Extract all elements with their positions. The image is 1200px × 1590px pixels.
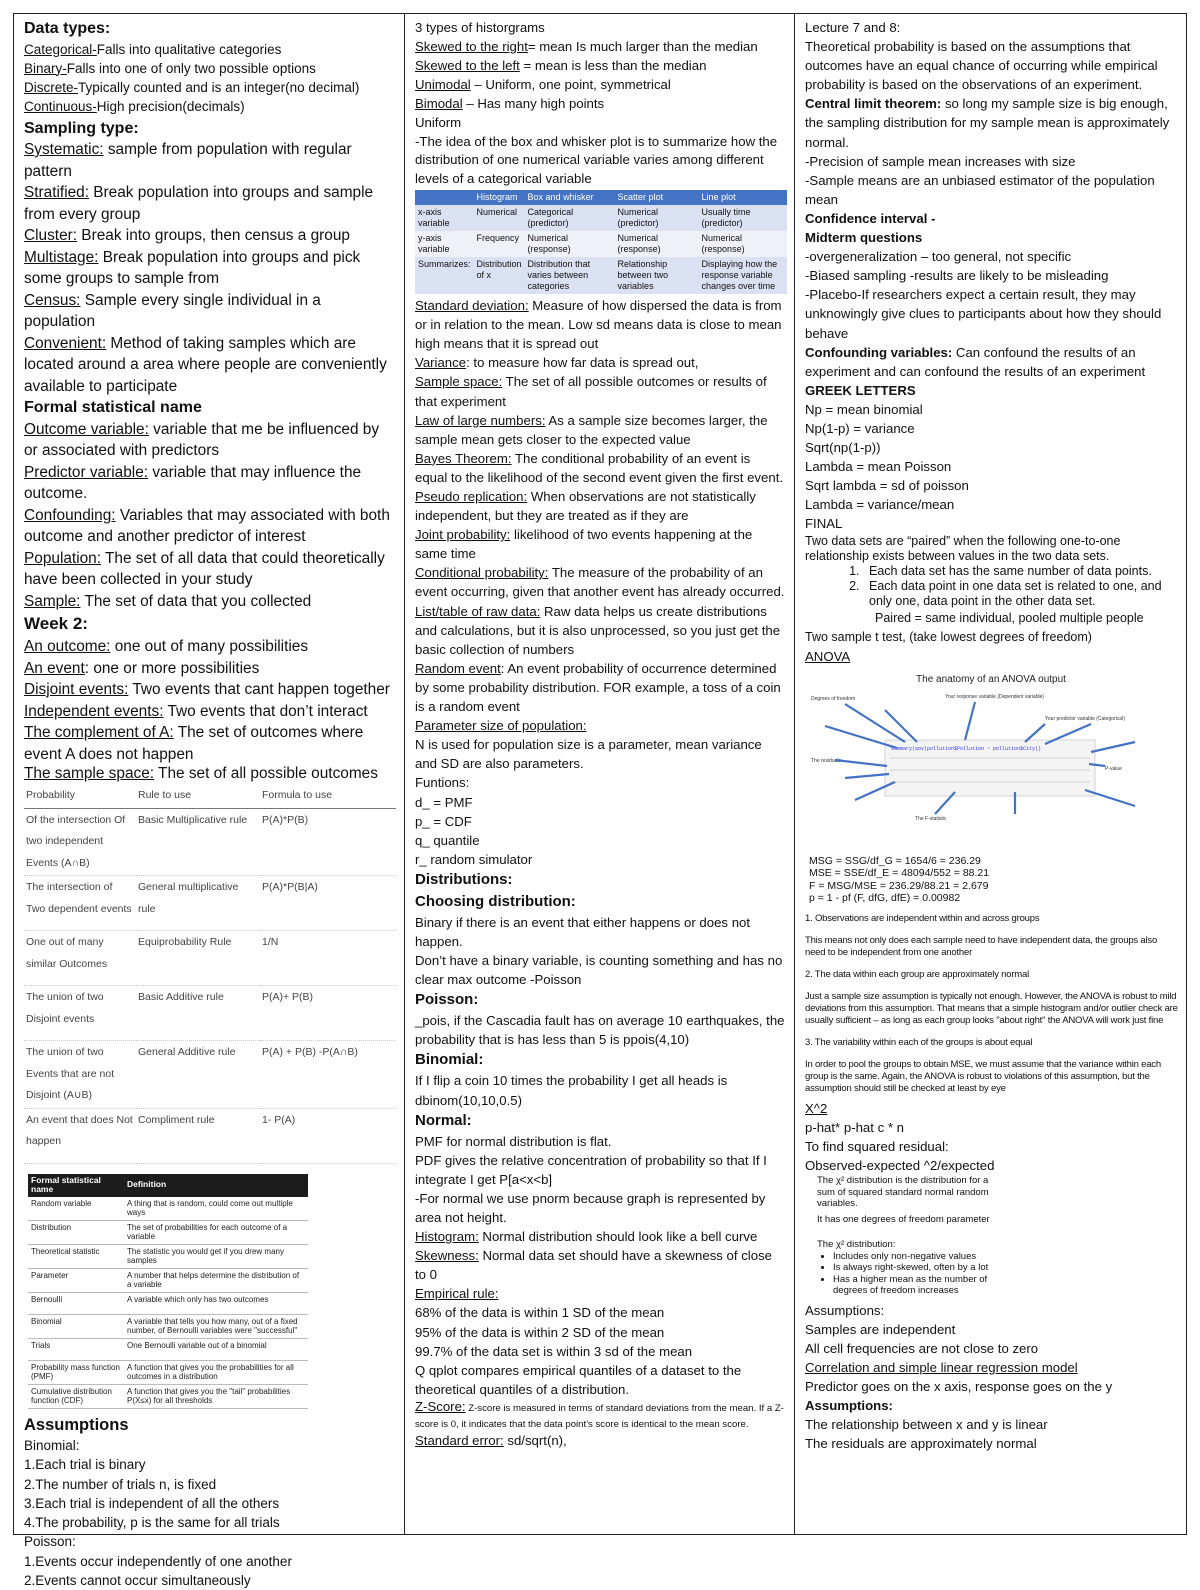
table-cell: A variable which only has two outcomes [124,1292,308,1314]
uniform-text: Uniform [415,115,462,131]
data-type-item: Categorical-Falls into qualitative categories [24,41,282,57]
column-3 [795,14,1186,1534]
def-item: Pseudo replication: When observations are not statistically independent, but they are treated as if they are [415,489,756,524]
function-line: Funtions: [415,775,470,791]
def-item: Joint probability: likelihood of two events happening at the same time [415,527,753,562]
choosing-text: Binary if there is an event that either happens or does not happen. [415,914,751,949]
assumption-line: 1.Each trial is binary [24,1457,146,1473]
table-row [28,1384,308,1408]
table-row [24,986,396,1041]
week2-item: The sample space: The set of all possible outcomes [24,765,378,782]
poisson-text: _pois, if the Cascadia fault has on average 10 earthquakes, the probability that is has less than 5 is ppois(4,10) [415,1013,785,1048]
table-cell: A number that helps determine the distribution of a variable [124,1268,308,1292]
list-item: 2. Each data point in one data set is related to one, and only one, data point in the other data set. [863,579,1178,609]
table-cell: General multiplicative rule [136,876,260,931]
heading-normal: Normal: [415,1111,472,1129]
empirical-line: 99.7% of the data set is within 3 sd of the mean [415,1343,693,1359]
formal-item: Outcome variable: variable that me be influenced by or associated with predictors [24,420,380,459]
two-sample-text: Two sample t test, (take lowest degrees of freedom) [805,629,1092,644]
assumption-line: Samples are independent [805,1321,956,1337]
table-cell: The statistic you would get if you drew many samples [124,1244,308,1268]
table-row [24,1041,396,1109]
def-item: Variance: to measure how far data is spread out, [415,355,699,371]
qqplot-text: Q qplot compares empirical quantiles of a dataset to the theoretical quantiles of a distribution. [415,1362,742,1397]
heading-data-types: Data types: [24,20,111,37]
table-cell: Binomial [28,1314,124,1338]
heading-sampling: Sampling type: [24,119,139,137]
table-cell: General Additive rule [136,1041,260,1109]
assumptions2-heading: Assumptions: [805,1398,893,1414]
table-header [415,190,474,205]
table-cell: A thing that is random, could come out multiple ways [124,1197,308,1221]
chi-label: X^2 [805,1100,828,1116]
sampling-item: Systematic: sample from population with regular pattern [24,141,352,180]
heading-week2: Week 2: [24,614,88,633]
def-item: Bayes Theorem: The conditional probability of an event is equal to the likelihood of the second event given the first event. [415,450,784,485]
anova-assumptions [805,913,1178,1095]
table-cell: P(A)*P(B|A) [260,876,396,931]
table-cell: Numerical [474,205,525,231]
table-row [28,1360,308,1384]
table-cell: Numerical (predictor) [615,205,699,231]
table-cell: Summarizes: [415,257,474,294]
chi-desc-text: It has one degrees of freedom parameter [817,1213,990,1225]
table-cell: Bernoulli [28,1292,124,1314]
table-row [28,1268,308,1292]
table-header: Definition [124,1174,308,1197]
anova-label-1: Degrees of freedom [811,695,856,702]
stderr-def: Standard error: sd/sqrt(n), [415,1432,567,1448]
table-header: Formula to use [260,784,396,808]
paired-note: Paired = same individual, pooled multiple people [875,610,1144,625]
heading-distributions: Distributions: [415,870,513,888]
table-cell: P(A)+ P(B) [260,986,396,1041]
plot-types-table [415,190,787,294]
anova-label-3: Your predictor variable (Categorical) [1045,715,1125,722]
midterm-heading: Midterm questions [805,230,923,246]
empirical-rule: Empirical rule: [415,1286,499,1302]
table-cell: An event that does Not happen [24,1108,136,1163]
heading-poisson: Poisson: [415,991,479,1009]
cheat-sheet [13,13,1187,1589]
function-line: r_ random simulator [415,851,533,867]
def-item: Conditional probability: The measure of the probability of an event occurring, given that another event has already occurred. [415,565,785,600]
chi-line: To find squared residual: [805,1139,949,1155]
sampling-item: Stratified: Break population into groups and sample from every group [24,184,374,223]
table-cell: The intersection of Two dependent events [24,876,136,931]
table-header: Probability [24,784,136,808]
clt-line: -Sample means are an unbiased estimator of the population mean [805,172,1155,207]
formal-item: Predictor variable: variable that may influence the outcome. [24,463,362,502]
chi-list [817,1251,1013,1297]
histogram-item: Skewed to the left = mean is less than the median [415,58,707,74]
table-cell: P(A)*P(B) [260,808,396,876]
table-cell: Displaying how the response variable changes over time [699,257,787,294]
histogram-item: Unimodal – Uniform, one point, symmetrical [415,77,671,93]
anova-label-6: P-value [1105,765,1122,772]
table-cell: A function that gives you the "tail" probabilities P(X≤x) for all thresholds [124,1384,308,1408]
midterm-line: -overgeneralization – too general, not specific [805,249,1072,265]
table-header: Rule to use [136,784,260,808]
sampling-item: Census: Sample every single individual in a population [24,291,321,330]
table-cell: Probability mass function (PMF) [28,1360,124,1384]
table-row [415,257,787,294]
greek-line: Sqrt(np(1-p)) [805,440,881,456]
table-header: Box and whisker [525,190,615,205]
column-2 [405,14,795,1534]
table-cell: Relationship between two variables [615,257,699,294]
table-row [28,1292,308,1314]
definitions-table [28,1174,308,1409]
assumption-line: 1.Events occur independently of one another [24,1553,292,1569]
chi-desc-text: The χ² distribution is the distribution for a sum of squared standard normal random variables. [817,1175,989,1210]
formula-line: MSE = SSE/df_E = 48094/552 = 88.21 [809,867,990,880]
table-cell: Numerical (response) [525,231,615,257]
def-item: Law of large numbers: As a sample size becomes larger, the sample mean gets closer to the expected value [415,412,768,447]
greek-line: Np = mean binomial [805,401,923,417]
assumption-line: The residuals are approximately normal [805,1436,1037,1452]
anova-label-2: Your response variable (Dependent variable) [945,693,1045,700]
function-line: q_ quantile [415,832,480,848]
list-item: • Has a higher mean as the number of degrees of freedom increases [833,1274,1013,1297]
sampling-item: Convenient: Method of taking samples which are located around a area where people are conveniently available to participate [24,334,387,395]
binomial-text: If I flip a coin 10 times the probability I get all heads is dbinom(10,10,0.5) [415,1073,728,1108]
def-item: Parameter size of population: [415,718,587,734]
table-cell: Parameter [28,1268,124,1292]
assumption-text: This means not only does each sample need to have independent data, the groups also need to be independent from one another [805,934,1158,958]
table-row [24,808,396,876]
heading-binomial: Binomial: [415,1051,484,1069]
formula-line: F = MSG/MSE = 236.29/88.21 = 2.679 [809,879,989,892]
formula-line: MSG = SSG/df_G = 1654/6 = 236.29 [809,854,981,867]
midterm-line: -Biased sampling -results are likely to be misleading [805,268,1109,284]
greek-heading: GREEK LETTERS [805,382,916,398]
confounding-text: Confounding variables: Can confound the results of an experiment and can confound the results of an experiment [805,344,1146,379]
ci-heading: Confidence interval - [805,210,936,226]
table-row [415,231,787,257]
assumption-title: 3. The variability within each of the groups is about equal [805,1036,1033,1048]
theoretical-text: Theoretical probability is based on the assumptions that outcomes have an equal chance of occurring while empirical probability is based on the observations of an experiment. [805,39,1158,93]
assumption-line: 2.The number of trials n, is fixed [24,1476,217,1492]
table-cell: One Bernoulli variable out of a binomial [124,1338,308,1360]
paired-intro: Two data sets are “paired” when the following one-to-one relationship exists between values in the two data sets. [805,533,1121,563]
column-1 [14,14,405,1589]
normal-line: PDF gives the relative concentration of probability so that If I integrate I get P[a<x<b] [415,1152,767,1187]
def-item: List/table of raw data: Raw data helps us create distributions and calculations, but it is also unprocessed, so you just get the basic collection of numbers [415,603,781,657]
probability-rules-table [24,784,396,1164]
correlation-heading: Correlation and simple linear regression model [805,1360,1078,1376]
anova-title: The anatomy of an ANOVA output [916,673,1066,685]
boxplot-text: -The idea of the box and whisker plot is to summarize how the distribution of one numerical variable varies among different levels of a categorical variable [415,133,778,186]
table-cell: 1/N [260,931,396,986]
chi-line: Observed-expected ^2/expected [805,1158,995,1174]
table-row [24,1108,396,1163]
correlation-line: Predictor goes on the x axis, response goes on the y [805,1379,1113,1395]
assumption-line: The relationship between x and y is linear [805,1417,1048,1433]
list-item: • Includes only non-negative values [833,1251,1013,1263]
anova-label-5: The F-statistic [915,815,947,822]
assumptions-heading: Assumptions: [805,1302,885,1318]
table-cell: P(A) + P(B) -P(A∩B) [260,1041,396,1109]
table-cell: 1- P(A) [260,1108,396,1163]
table-cell: Numerical (response) [699,231,787,257]
anova-label-4: The residuals [811,757,842,764]
table-row [28,1197,308,1221]
paired-list [805,564,1178,609]
assumption-text: In order to pool the groups to obtain MSE, we must assume that the variance within each group is the same. Again, the ANOVA is robust to violations of this assumption, but the assumption should still be checked at least by eye [805,1058,1161,1094]
assumption-line: Poisson: [24,1534,76,1550]
chi-description [817,1175,1178,1297]
histogram-item: Skewed to the right= mean Is much larger than the median [415,39,758,55]
normal-line: -For normal we use pnorm because graph is represented by area not height. [415,1190,766,1225]
table-row [415,205,787,231]
lecture-heading: Lecture 7 and 8: [805,20,901,35]
table-header: Histogram [474,190,525,205]
table-cell: A function that gives you the probabilities for all outcomes in a distribution [124,1360,308,1384]
greek-line: Np(1-p) = variance [805,420,915,436]
assumption-line: 4.The probability, p is the same for all trials [24,1515,280,1531]
data-type-item: Binary-Falls into one of only two possible options [24,60,316,76]
table-cell: Basic Additive rule [136,986,260,1041]
assumption-title: 2. The data within each group are approximately normal [805,968,1030,980]
histogram-def: Histogram: Normal distribution should look like a bell curve [415,1229,758,1245]
skewness-def: Skewness: Normal data set should have a skewness of close to 0 [415,1248,772,1283]
final-heading: FINAL [805,516,843,532]
formula-line: p = 1 - pf (F, dfG, dfE) = 0.00982 [809,892,961,905]
assumption-line: 3.Each trial is independent of all the others [24,1495,280,1511]
week2-item: An event: one or more possibilities [24,659,260,677]
table-row [28,1220,308,1244]
table-cell: The union of two Events that are not Disjoint (A∪B) [24,1041,136,1109]
heading-choosing: Choosing distribution: [415,892,576,910]
zscore-def: Z-Score: Z-score is measured in terms of standard deviations from the mean. If a Z-score is 0, it indicates that the data point's score is identical to the mean score. [415,1398,784,1430]
table-cell: Distribution that varies between categories [525,257,615,294]
anova-label: ANOVA [805,648,851,664]
table-header: Scatter plot [615,190,699,205]
table-cell: y-axis variable [415,231,474,257]
greek-line: Lambda = mean Poisson [805,459,952,475]
assumption-line: 2.Events cannot occur simultaneously [24,1573,251,1589]
assumption-title: 1. Observations are independent within and across groups [805,912,1040,924]
function-line: p_ = CDF [415,813,472,829]
def-item: Sample space: The set of all possible outcomes or results of that experiment [415,374,767,409]
table-cell: Random variable [28,1197,124,1221]
assumption-line: Binomial: [24,1438,80,1453]
week2-item: Independent events: Two events that don’t interact [24,702,368,720]
midterm-line: -Placebo-If researchers expect a certain result, they may unknowingly give clues to participants about how they should behave [805,287,1162,341]
table-cell: Basic Multiplicative rule [136,808,260,876]
data-type-item: Continuous-High precision(decimals) [24,98,245,114]
table-header: Formal statistical name [28,1174,124,1197]
sampling-item: Cluster: Break into groups, then census a group [24,227,350,244]
table-row [28,1338,308,1360]
sampling-item: Multistage: Break population into groups and pick some groups to sample from [24,248,361,287]
heading-histograms: 3 types of historgrams [415,20,545,35]
list-item: 1. Each data set has the same number of data points. [863,564,1178,579]
table-cell: The set of probabilities for each outcome of a variable [124,1220,308,1244]
table-cell: Of the intersection Of two independent Events (A∩B) [24,808,136,876]
table-cell: A variable that tells you how many, out of a fixed number, of Bernoulli variables were "successful" [124,1314,308,1338]
table-row [28,1314,308,1338]
week2-item: An outcome: one out of many possibilities [24,638,309,655]
chi-list-title: The χ² distribution: [817,1239,896,1251]
table-cell: Compliment rule [136,1108,260,1163]
function-line: d_ = PMF [415,794,473,810]
table-cell: One out of many similar Outcomes [24,931,136,986]
param-text: N is used for population size is a parameter, mean variance and SD are also parameters. [415,737,762,772]
heading-assumptions: Assumptions [24,1415,129,1434]
clt-text: Central limit theorem: so long my sample size is big enough, the sampling distribution for my sample mean is approximately normal. [805,96,1170,150]
table-cell: Theoretical statistic [28,1244,124,1268]
table-cell: Usually time (predictor) [699,205,787,231]
table-header: Line plot [699,190,787,205]
table-cell: Numerical (response) [615,231,699,257]
greek-line: Sqrt lambda = sd of poisson [805,478,969,494]
anova-code: summary(aov(pollution$Pollution ~ pollution$City)) [891,745,1042,752]
normal-line: PMF for normal distribution is flat. [415,1133,612,1149]
chi-line: p-hat* p-hat c * n [805,1120,904,1135]
table-cell: Cumulative distribution function (CDF) [28,1384,124,1408]
assumption-line: All cell frequencies are not close to zero [805,1340,1039,1356]
week2-item: The complement of A: The set of outcomes where event A does not happen [24,724,364,763]
table-cell: Trials [28,1338,124,1360]
formal-item: Sample: The set of data that you collected [24,592,312,610]
data-type-item: Discrete-Typically counted and is an integer(no decimal) [24,79,360,95]
heading-formal: Formal statistical name [24,399,202,416]
table-row [24,876,396,931]
assumption-text: Just a sample size assumption is typically not enough. However, the ANOVA is robust to mild deviations from this assumption. That means that a simple histogram and/or outlier check are usually sufficient – as long as each group looks "about right" the ANOVA will work just fine [805,990,1178,1026]
def-item: Random event: An event probability of occurrence determined by some probability distribution. FOR example, a toss of a coin is a random event [415,660,781,715]
anova-formulas [805,855,1178,905]
histogram-item: Bimodal – Has many high points [415,96,605,112]
anova-diagram [805,670,1177,850]
greek-line: Lambda = variance/mean [805,497,955,513]
table-row [24,931,396,986]
table-cell: Frequency [474,231,525,257]
table-row [28,1244,308,1268]
def-item: Standard deviation: Measure of how dispersed the data is from or in relation to the mean. Low sd means data is close to mean high means that it is spread out [415,298,782,352]
table-cell: Distribution of x [474,257,525,294]
table-cell: Distribution [28,1220,124,1244]
table-cell: x-axis variable [415,205,474,231]
formal-item: Population: The set of all data that could theoretically have been collected in your study [24,549,385,588]
table-cell: Equiprobability Rule [136,931,260,986]
table-cell: Categorical (predictor) [525,205,615,231]
table-cell: The union of two Disjoint events [24,986,136,1041]
assumptions-list [24,1436,396,1590]
week2-item: Disjoint events: Two events that cant happen together [24,681,390,698]
list-item: • Is always right-skewed, often by a lot [833,1262,1013,1274]
clt-line: -Precision of sample mean increases with size [805,153,1076,169]
empirical-line: 95% of the data is within 2 SD of the mean [415,1324,665,1340]
formal-item: Confounding: Variables that may associated with both outcome and another predictor of interest [24,506,390,545]
empirical-line: 68% of the data is within 1 SD of the mean [415,1305,665,1321]
choosing-text: Don’t have a binary variable, is counting something and has no clear max outcome -Poisson [415,953,783,988]
